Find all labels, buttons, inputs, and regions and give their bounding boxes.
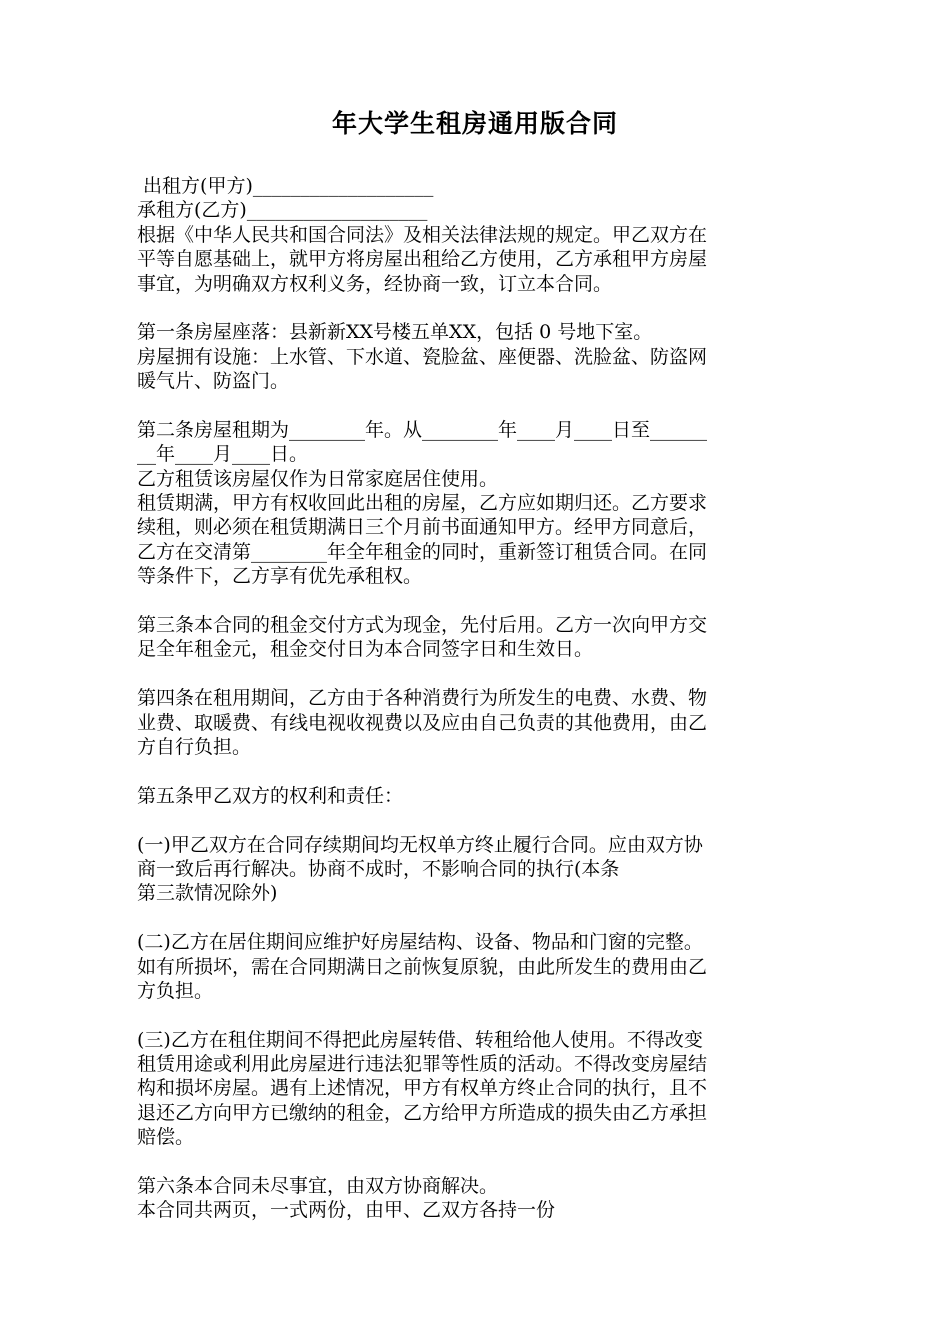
text-line: 出租方(甲方)___________________ [137, 175, 434, 197]
blank-line [137, 296, 817, 320]
text-line: 第三条本合同的租金交付方式为现金，先付后用。乙方一次向甲方交 [137, 614, 708, 637]
blank-line [137, 759, 817, 783]
text-line: 根据《中华人民共和国合同法》及相关法律法规的规定。甲乙双方在 [137, 223, 708, 246]
text-line: 平等自愿基础上，就甲方将房屋出租给乙方使用，乙方承租甲方房屋 [137, 248, 708, 271]
text-line: 本合同共两页，一式两份，由甲、乙双方各持一份 [137, 1199, 556, 1222]
blank-line [137, 1150, 817, 1174]
text-line: 赔偿。 [137, 1126, 195, 1149]
text-line: (一)甲乙双方在合同存续期间均无权单方终止履行合同。应由双方协 [137, 833, 703, 856]
text-line: 第六条本合同未尽事宜，由双方协商解决。 [137, 1175, 499, 1198]
text-line: 第三款情况除外) [137, 882, 278, 905]
text-line: 足全年租金元，租金交付日为本合同签字日和生效日。 [137, 638, 594, 661]
blank-line [137, 808, 817, 832]
text-line: 如有所损坏，需在合同期满日之前恢复原貌，由此所发生的费用由乙 [137, 955, 708, 978]
text-line: __年____月____日。 [137, 443, 309, 466]
text-line: 方负担。 [137, 979, 214, 1002]
text-line: 续租，则必须在租赁期满日三个月前书面通知甲方。经甲方同意后， [137, 516, 708, 539]
blank-line [137, 1003, 817, 1027]
text-line: 构和损坏房屋。遇有上述情况，甲方有权单方终止合同的执行，且不 [137, 1077, 708, 1100]
text-line: 暖气片、防盗门。 [137, 370, 290, 393]
text-line: 租赁用途或利用此房屋进行违法犯罪等性质的活动。不得改变房屋结 [137, 1053, 708, 1076]
text-line: 等条件下，乙方享有优先承租权。 [137, 565, 423, 588]
text-line: 商一致后再行解决。协商不成时，不影响合同的执行(本条 [137, 857, 620, 880]
text-line: 乙方在交清第________年全年租金的同时，重新签订租赁合同。在同 [137, 540, 708, 563]
text-line: 第四条在租用期间，乙方由于各种消费行为所发生的电费、水费、物 [137, 687, 708, 710]
text-line: 退还乙方向甲方已缴纳的租金，乙方给甲方所造成的损失由乙方承担 [137, 1101, 708, 1124]
text-line: 业费、取暖费、有线电视收视费以及应由自己负责的其他费用，由乙 [137, 711, 708, 734]
blank-line [137, 589, 817, 613]
text-line: 租赁期满，甲方有权收回此出租的房屋，乙方应如期归还。乙方要求 [137, 492, 708, 515]
blank-line [137, 394, 817, 418]
text-line: 方自行负担。 [137, 735, 252, 758]
text-line: 第五条甲乙双方的权利和责任： [137, 784, 404, 807]
blank-line [137, 906, 817, 930]
text-line: (二)乙方在居住期间应维护好房屋结构、设备、物品和门窗的完整。 [137, 931, 703, 954]
text-line: 房屋拥有设施：上水管、下水道、瓷脸盆、座便器、洗脸盆、防盗网 [137, 345, 708, 368]
text-line: 事宜，为明确双方权利义务，经协商一致，订立本合同。 [137, 272, 613, 295]
blank-line [137, 662, 817, 686]
text-line: 乙方租赁该房屋仅作为日常家庭居住使用。 [137, 467, 499, 490]
document-title: 年大学生租房通用版合同 [331, 109, 618, 138]
text-line: 第二条房屋租期为________年。从________年____月____日至______ [137, 418, 708, 441]
document-body [137, 174, 817, 1223]
text-line: 承租方(乙方)___________________ [137, 199, 428, 222]
text-line: (三)乙方在租住期间不得把此房屋转借、转租给他人使用。不得改变 [137, 1028, 703, 1051]
text-line: 第一条房屋座落：县新新XX号楼五单XX，包括 0 号地下室。 [137, 321, 653, 344]
